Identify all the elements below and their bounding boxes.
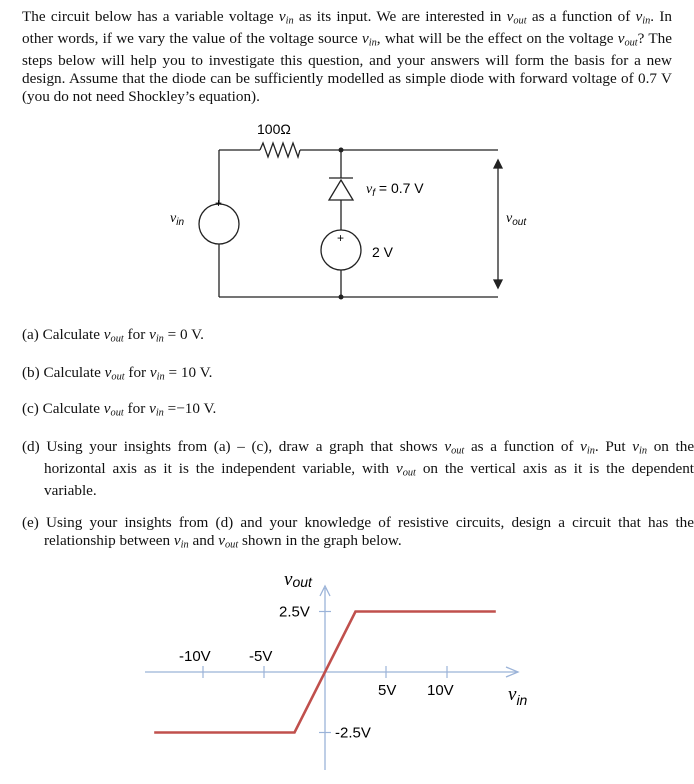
intro-paragraph: The circuit below has a variable voltage $v_{in}$ as its input. We are interested in $v_{out}$ as a function of $v_{in}$. In other words, if we vary the value of the voltage source $v_{in}$, what will be the effect on the voltage $v_{out}$? The steps below will help you to investigate this question, and your answers will form the basis for a new design. Assume that the diode can be sufficiently modelled as simple diode with forward voltage of 0.7 V (you do not need Shockley’s equation). [22,8,673,105]
y-tick-label: -2.5V [335,724,371,742]
x-tick-label: -10V [179,648,211,665]
y-tick-label: 2.5V [279,603,310,621]
node-dot-bottom [339,295,344,300]
question-d: (d) Using your insights from (a) – (c), draw a graph that shows $v_{out}$ as a function of $v_{in}$. Put $v_{in}$ on the horizontal axis as it is the independent variable, with $v_{out}$ on the vertical axis as it is the dependent variable. [22,438,694,500]
question-b: (b) Calculate $v_{out}$ for $v_{in} = 10$ V. [22,364,213,383]
question-a: (a) Calculate $v_{out}$ for $v_{in} = 0$ V. [22,326,204,345]
vin-label: $v_{in}$ [170,211,185,228]
y-axis-arrow [320,586,330,596]
series-line-vout [154,612,496,733]
x-tick-label: 10V [427,682,454,699]
y-axis-label: vout [284,569,312,590]
vf-label: $v_f = 0.7$ V [366,180,424,199]
x-axis-label: $v_{in}$ [508,684,528,708]
x-tick-label: -5V [249,648,273,665]
node-dot-top [339,148,344,153]
x-tick-label: 5V [378,682,397,699]
resistor-label: 100Ω [257,121,291,137]
question-e: (e) Using your insights from (d) and your knowledge of resistive circuits, design a circuit that has the relationship between $v_{in}$ and $v_{out}$ shown in the graph below. [22,514,694,551]
vout-arrow-up [494,160,502,168]
vin-source-symbol [199,204,239,244]
source2-plus: + [337,231,345,245]
vin-plus: + [215,196,223,210]
diode-symbol [329,180,353,200]
vout-arrow-down [494,280,502,288]
2v-source-symbol [321,230,361,270]
resistor-symbol [260,143,300,157]
x-axis-arrow [506,667,518,677]
question-c: (c) Calculate $v_{out}$ for $v_{in} =-10$ V. [22,400,217,419]
vout-label: $v_{out}$ [506,211,527,228]
source2-label: 2 V [372,244,394,260]
